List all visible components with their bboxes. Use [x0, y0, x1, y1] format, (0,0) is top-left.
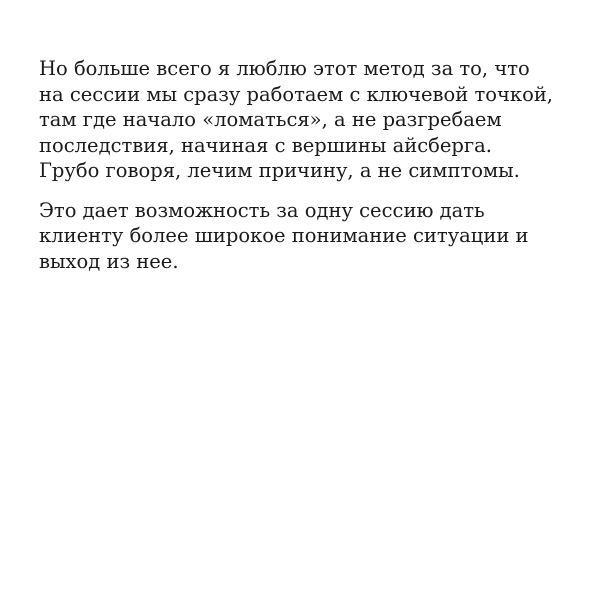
text-line: последствия, начиная с вершины айсберга. — [39, 133, 492, 157]
text-line: Но больше всего я люблю этот метод за то, что — [39, 57, 530, 80]
text-line: на сессии мы сразу работаем с ключевой точкой, — [39, 82, 554, 106]
paragraph-1 — [39, 56, 584, 184]
paragraph-2 — [39, 198, 584, 275]
text-line: выход из нее. — [39, 249, 179, 273]
text-line: Это дает возможность за одну сессию дать — [39, 198, 485, 222]
text-line: клиенту более широкое понимание ситуации и — [39, 224, 529, 247]
text-line: там где начало «ломаться», а не разгребаем — [39, 108, 502, 131]
article-text — [39, 56, 584, 288]
text-line: Грубо говоря, лечим причину, а не симптомы. — [39, 159, 520, 182]
